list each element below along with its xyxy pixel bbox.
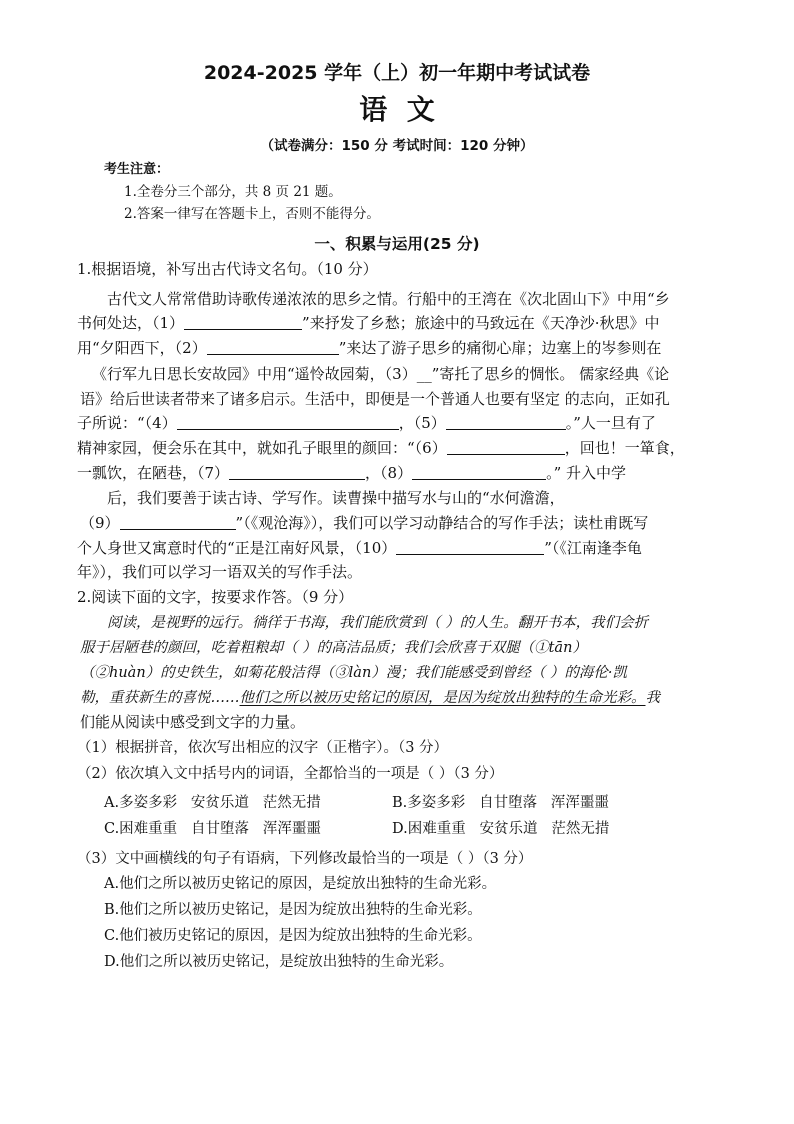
q1-stem: 1.根据语境，补写出古代诗文名句。（10 分）	[77, 260, 378, 278]
q2-stem: 2.阅读下面的文字，按要求作答。（9 分）	[77, 588, 354, 606]
exam-title: 2024-2025 学年（上）初一年期中考试试卷	[203, 62, 591, 84]
q2-sub3: （3）文中画横线的句子有语病，下列修改最恰当的一项是（ ）（3 分）	[77, 851, 533, 867]
q2-passage-line-4: 勒，重获新生的喜悦……他们之所以被历史铭记的原因，是因为绽放出独特的生命光彩。我	[80, 690, 660, 706]
q2-sub2: （2）依次填入文中括号内的词语，全都恰当的一项是（ ）（3 分）	[77, 766, 504, 782]
q1-line-3: 用“夕阳西下，（2） ”来达了游子思乡的痛彻心扉；边塞上的岑参则在	[77, 339, 662, 357]
notice-heading: 考生注意：	[104, 162, 170, 177]
answer-blank-6[interactable]	[447, 440, 565, 455]
sub2-option-a[interactable]: A.多姿多彩 安贫乐道 茫然无措	[104, 795, 321, 811]
section-title: 一、积累与运用(25 分)	[314, 235, 480, 253]
answer-blank-1[interactable]	[184, 315, 302, 330]
sub2-option-b[interactable]: B.多姿多彩 自甘堕落 浑浑噩噩	[392, 795, 609, 811]
q1-line-9: 后，我们要善于读古诗、学写作。读曹操中描写水与山的“水何澹澹，	[107, 489, 565, 507]
sub3-option-c[interactable]: C.他们被历史铭记的原因，是因为绽放出独特的生命光彩。	[104, 928, 482, 944]
answer-blank-4[interactable]	[177, 415, 399, 430]
notice-item-2: 2.答案一律写在答题卡上，否则不能得分。	[124, 206, 380, 222]
underlined-sentence: 他们之所以被历史铭记的原因，是因为绽放出独特的生命光彩。	[239, 690, 646, 706]
q2-sub1: （1）根据拼音，依次写出相应的汉字（正楷字）。（3 分）	[77, 740, 449, 756]
answer-blank-9[interactable]	[120, 515, 236, 530]
sub3-option-d[interactable]: D.他们之所以被历史铭记，是绽放出独特的生命光彩。	[104, 954, 454, 970]
q1-line-7: 精神家园，便会乐在其中，就如孔子眼里的颜回：“（6） ，回也！一箪食，	[77, 439, 685, 457]
q2-passage-line-5: 们能从阅读中感受到文字的力量。	[80, 713, 306, 731]
answer-blank-10[interactable]	[396, 540, 544, 555]
q1-line-2: 书何处达，（1） ”来抒发了乡愁；旅途中的马致远在《天净沙·秋思》中	[77, 314, 660, 332]
q1-line-6: 子所说：“（4） ，（5） 。”人一旦有了	[77, 414, 656, 432]
exam-meta: （试卷满分：150 分 考试时间：120 分钟）	[260, 138, 534, 154]
answer-blank-5[interactable]	[446, 415, 566, 430]
q1-line-11: 个人身世又寓意时代的“正是江南好风景，（10） ”（《江南逢李龟	[77, 539, 642, 557]
q1-line-8: 一瓢饮，在陋巷，（7） ，（8） 。” 升入中学	[77, 464, 627, 482]
sub2-option-c[interactable]: C.困难重重 自甘堕落 浑浑噩噩	[104, 821, 321, 837]
answer-blank-7[interactable]	[229, 465, 365, 480]
q1-line-12: 年》），我们可以学习一语双关的写作手法。	[77, 563, 363, 581]
q2-passage-line-2: 服于居陋巷的颜回，吃着粗粮却（ ）的高洁品质；我们会欣喜于双腿（①tān）	[80, 640, 587, 656]
q1-line-10: （9） ”（《观沧海》），我们可以学习动静结合的写作手法；读杜甫既写	[80, 514, 649, 532]
q1-line-5: 语》给后世读者带来了诸多启示。生活中，即便是一个普通人也要有坚定 的志向，正如孔	[80, 390, 670, 408]
q1-line-1: 古代文人常常借助诗歌传递浓浓的思乡之情。行船中的王湾在《次北固山下》中用“乡	[107, 290, 670, 308]
answer-blank-2[interactable]	[207, 340, 339, 355]
answer-blank-8[interactable]	[412, 465, 546, 480]
q2-passage-line-3: （②huàn）的史铁生，如菊花般洁得（③làn）漫；我们能感受到曾经（ ）的海伦·凯	[80, 665, 627, 681]
subject-title: 语 文	[359, 93, 435, 126]
sub3-option-b[interactable]: B.他们之所以被历史铭记，是因为绽放出独特的生命光彩。	[104, 902, 482, 918]
notice-item-1: 1.全卷分三个部分，共 8 页 21 题。	[124, 184, 342, 200]
q2-passage-line-1: 阅读，是视野的远行。徜徉于书海，我们能欣赏到（ ）的人生。翻开书本，我们会折	[107, 615, 649, 631]
q1-line-4: 《行军九日思长安故园》中用“遥怜故园菊，（3）__”寄托了思乡的惆怅。 儒家经典《论	[92, 365, 670, 383]
sub2-option-d[interactable]: D.困难重重 安贫乐道 茫然无措	[392, 821, 610, 837]
sub3-option-a[interactable]: A.他们之所以被历史铭记的原因，是绽放出独特的生命光彩。	[104, 876, 497, 892]
